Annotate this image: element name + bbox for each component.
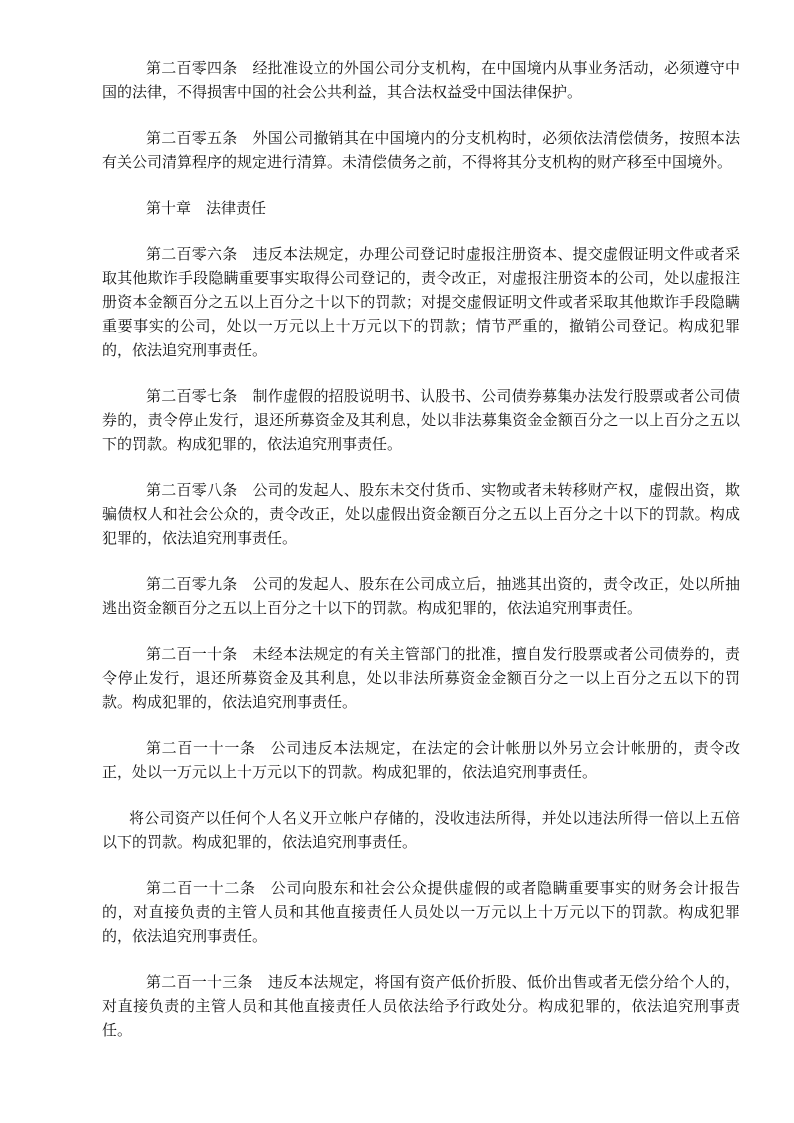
article-207 (102, 384, 740, 456)
article-211 (102, 736, 740, 784)
article-text: 违反本法规定，将国有资产低价折股、低价出售或者无偿分给个人的，对直接负责的主管人员和其他直接责任人员依法给予行政处分。构成犯罪的，依法追究刑事责任。 (102, 973, 740, 1039)
article-210 (102, 642, 740, 714)
article-number: 第二百一十条 (146, 645, 238, 663)
chapter-heading (102, 196, 740, 220)
article-206 (102, 242, 740, 362)
article-number: 第二百零六条 (146, 245, 238, 263)
article-text: 制作虚假的招股说明书、认股书、公司债券募集办法发行股票或者公司债券的，责令停止发行，退还所募资金及其利息，处以非法募集资金金额百分之一以上百分之五以下的罚款。构成犯罪的，依法追究刑事责任。 (102, 387, 740, 453)
article-208 (102, 478, 740, 550)
chapter-number: 第十章 (146, 199, 192, 217)
article-211-paragraph-2: 将公司资产以任何个人名义开立帐户存储的，没收违法所得，并处以违法所得一倍以上五倍以下的罚款。构成犯罪的，依法追究刑事责任。 (102, 809, 740, 851)
article-text: 公司违反本法规定，在法定的会计帐册以外另立会计帐册的，责令改正，处以一万元以上十万元以下的罚款。构成犯罪的，依法追究刑事责任。 (102, 739, 740, 781)
article-205 (102, 126, 740, 174)
article-text: 违反本法规定，办理公司登记时虚报注册资本、提交虚假证明文件或者采取其他欺诈手段隐瞒重要事实取得公司登记的，责令改正，对虚报注册资本的公司，处以虚报注册资本金额百分之五以上百分之十以下的罚款；对提交虚假证明文件或者采取其他欺诈手段隐瞒重要事实的公司，处以一万元以上十万元以下的罚款；情节严重的，撤销公司登记。构成犯罪的，依法追究刑事责任。 (102, 245, 740, 359)
article-number: 第二百一十二条 (146, 879, 256, 897)
article-number: 第二百零五条 (146, 129, 238, 147)
article-text: 未经本法规定的有关主管部门的批准，擅自发行股票或者公司债券的，责令停止发行，退还所募资金及其利息，处以非法所募资金金额百分之一以上百分之五以下的罚款。构成犯罪的，依法追究刑事责任。 (102, 645, 740, 711)
article-204 (102, 56, 740, 104)
article-209 (102, 572, 740, 620)
article-text: 经批准设立的外国公司分支机构，在中国境内从事业务活动，必须遵守中国的法律，不得损害中国的社会公共利益，其合法权益受中国法律保护。 (102, 59, 740, 101)
article-text: 公司的发起人、股东未交付货币、实物或者未转移财产权，虚假出资，欺骗债权人和社会公众的，责令改正，处以虚假出资金额百分之五以上百分之十以下的罚款。构成犯罪的，依法追究刑事责任。 (102, 481, 740, 547)
article-text: 外国公司撤销其在中国境内的分支机构时，必须依法清偿债务，按照本法有关公司清算程序的规定进行清算。未清偿债务之前，不得将其分支机构的财产移至中国境外。 (102, 129, 740, 171)
article-number: 第二百零八条 (146, 481, 238, 499)
article-212 (102, 876, 740, 948)
article-number: 第二百零九条 (146, 575, 238, 593)
chapter-title: 法律责任 (206, 199, 267, 217)
article-text: 公司向股东和社会公众提供虚假的或者隐瞒重要事实的财务会计报告的，对直接负责的主管人员和其他直接责任人员处以一万元以上十万元以下的罚款。构成犯罪的，依法追究刑事责任。 (102, 879, 740, 945)
article-number: 第二百零七条 (146, 387, 238, 405)
article-213 (102, 970, 740, 1042)
article-number: 第二百一十三条 (146, 973, 253, 991)
article-text: 公司的发起人、股东在公司成立后，抽逃其出资的，责令改正，处以所抽逃出资金额百分之五以上百分之十以下的罚款。构成犯罪的，依法追究刑事责任。 (102, 575, 740, 617)
article-number: 第二百一十一条 (146, 739, 256, 757)
article-number: 第二百零四条 (146, 59, 238, 77)
